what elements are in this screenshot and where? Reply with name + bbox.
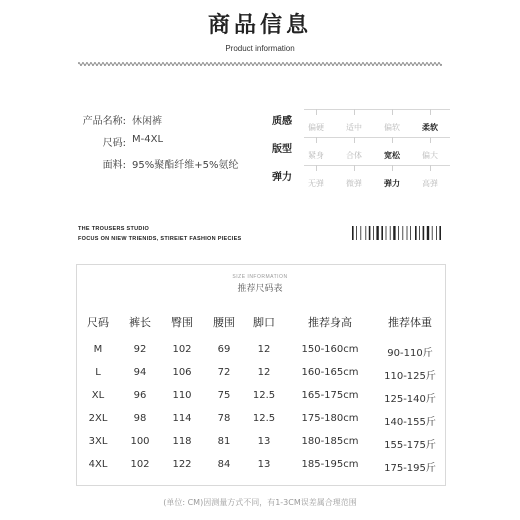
table-cell: 185-195cm [301, 459, 359, 470]
scale-tick [354, 137, 355, 143]
barcode-bar [432, 226, 433, 240]
barcode-bar [386, 226, 387, 240]
table-cell: 155-175斤 [384, 440, 436, 451]
scale-tick [392, 165, 393, 171]
table-cell: 81 [217, 436, 231, 447]
table-cell: 125-140斤 [384, 394, 436, 405]
table-header-cell: 脚口 [253, 316, 275, 329]
table-cell: XL [91, 390, 105, 401]
scale-tick [354, 165, 355, 171]
attribute-label: 版型 [272, 144, 292, 155]
info-label: 面料: [102, 160, 126, 171]
table-cell: 175-180cm [301, 413, 359, 424]
page-subtitle: Product information [225, 44, 295, 53]
barcode-bar [360, 226, 361, 240]
barcode-bar [415, 226, 417, 240]
wavy-divider [78, 60, 442, 68]
scale-option: 偏硬 [308, 123, 324, 132]
barcode-bar [356, 226, 357, 240]
barcode-bar [381, 226, 383, 240]
table-cell: 114 [172, 413, 192, 424]
table-cell: 175-195斤 [384, 463, 436, 474]
table-cell: 122 [172, 459, 192, 470]
table-cell: 12 [257, 367, 271, 378]
barcode-bar [402, 226, 403, 240]
scale-option: 偏大 [422, 151, 438, 160]
scale-option: 偏软 [384, 123, 400, 132]
table-cell: 69 [217, 344, 231, 355]
scale-option: 紧身 [308, 151, 324, 160]
scale-option-selected: 弹力 [384, 179, 400, 188]
barcode-bar [419, 226, 420, 240]
table-cell: L [95, 367, 101, 378]
info-row-name [60, 112, 162, 127]
table-header-cell: 推荐体重 [388, 316, 432, 329]
scale-line [304, 109, 450, 110]
barcode-bar [376, 226, 378, 240]
barcode-graphic [352, 226, 442, 240]
barcode-bar [373, 226, 374, 240]
table-header-cell: 尺码 [87, 316, 109, 329]
barcode-bar [427, 226, 429, 240]
attribute-label: 质感 [272, 116, 292, 127]
studio-tagline: FOCUS ON NIEW TRIENIDS, STIREIET FASHION PIECIES [78, 236, 242, 242]
scale-option: 适中 [346, 123, 362, 132]
table-cell: 92 [133, 344, 147, 355]
table-cell: 75 [217, 390, 231, 401]
scale-option: 高弹 [422, 179, 438, 188]
table-cell: 2XL [88, 413, 108, 424]
scale-option-selected: 柔软 [422, 123, 438, 132]
scale-tick [354, 109, 355, 115]
barcode-bar [436, 226, 437, 240]
table-cell: 13 [257, 436, 271, 447]
table-header-cell: 推荐身高 [308, 316, 352, 329]
table-cell: 140-155斤 [384, 417, 436, 428]
barcode-bar [393, 226, 395, 240]
table-cell: 78 [217, 413, 231, 424]
barcode-bar [423, 226, 425, 240]
scale-option: 无弹 [308, 179, 324, 188]
table-cell: 12 [257, 344, 271, 355]
scale-tick [430, 165, 431, 171]
table-cell: 165-175cm [301, 390, 359, 401]
table-cell: 100 [130, 436, 150, 447]
table-cell: 102 [172, 344, 192, 355]
table-cell: 102 [130, 459, 150, 470]
table-cell: 150-160cm [301, 344, 359, 355]
table-cell: 110 [172, 390, 192, 401]
table-cell: 96 [133, 390, 147, 401]
info-value: 休闲裤 [132, 116, 162, 127]
scale-tick [430, 109, 431, 115]
table-cell: 4XL [88, 459, 108, 470]
barcode-bar [398, 226, 399, 240]
table-cell: 118 [172, 436, 192, 447]
scale-tick [392, 137, 393, 143]
attribute-label: 弹力 [272, 172, 292, 183]
table-cell: 180-185cm [301, 436, 359, 447]
table-cell: 160-165cm [301, 367, 359, 378]
table-cell: 3XL [88, 436, 108, 447]
scale-tick [392, 109, 393, 115]
info-row-size [60, 134, 163, 149]
scale-option-selected: 宽松 [384, 151, 400, 160]
scale-tick [316, 165, 317, 171]
table-cell: 12.5 [252, 413, 276, 424]
scale-tick [316, 109, 317, 115]
barcode-bar [365, 226, 366, 240]
barcode-bar [439, 226, 441, 240]
measurement-note: (单位: CM)因测量方式不同，有1-3CM误差属合理范围 [163, 498, 357, 507]
info-label: 尺码: [102, 138, 126, 149]
table-header-cell: 裤长 [129, 316, 151, 329]
info-row-fabric [60, 156, 238, 171]
table-cell: 106 [172, 367, 192, 378]
table-cell: 110-125斤 [384, 371, 436, 382]
scale-line [304, 165, 450, 166]
barcode-bar [407, 226, 408, 240]
info-value: M-4XL [132, 134, 164, 145]
table-cell: 98 [133, 413, 147, 424]
scale-tick [316, 137, 317, 143]
barcode-bar [390, 226, 391, 240]
page-title: 商品信息 [207, 13, 312, 38]
table-header-cell: 臀围 [171, 316, 193, 329]
table-cell: M [93, 344, 103, 355]
studio-name: THE TROUSERS STUDIO [78, 226, 150, 232]
table-cell: 72 [217, 367, 231, 378]
table-cell: 94 [133, 367, 147, 378]
size-table-title: 推荐尺码表 [237, 284, 283, 294]
barcode-bar [352, 226, 354, 240]
size-table-title-en: SIZE INFORMATION [232, 274, 288, 280]
barcode-bar [369, 226, 371, 240]
table-header-cell: 腰围 [213, 316, 235, 329]
scale-option: 微弹 [346, 179, 362, 188]
table-cell: 90-110斤 [387, 348, 433, 359]
barcode-bar [410, 226, 411, 240]
info-value: 95%聚酯纤维+5%氨纶 [132, 160, 239, 171]
table-cell: 12.5 [252, 390, 276, 401]
scale-option: 合体 [346, 151, 362, 160]
scale-tick [430, 137, 431, 143]
table-cell: 13 [257, 459, 271, 470]
info-label: 产品名称: [82, 116, 126, 127]
scale-line [304, 137, 450, 138]
table-cell: 84 [217, 459, 231, 470]
